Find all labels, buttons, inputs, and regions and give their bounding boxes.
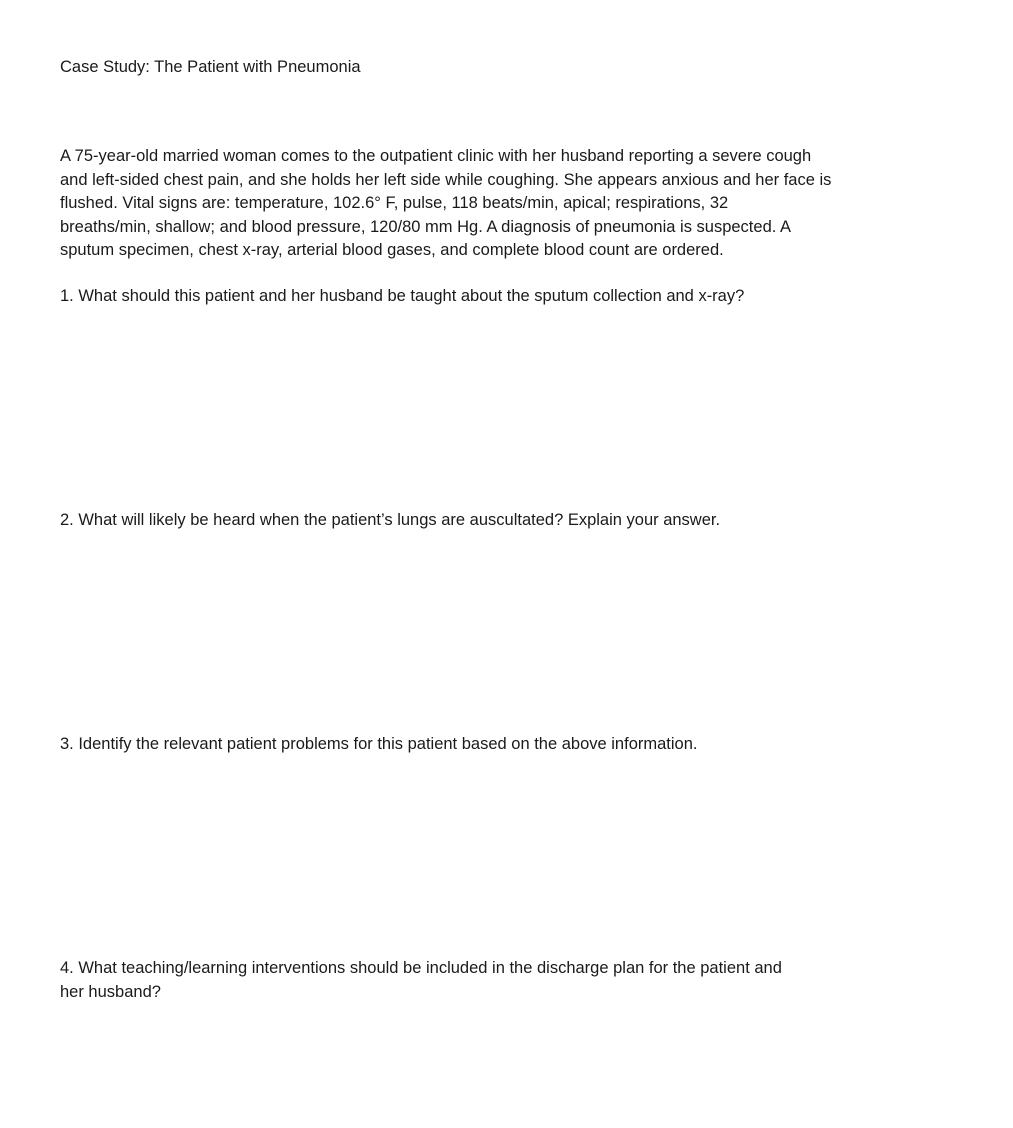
question-2 xyxy=(60,509,900,533)
question-3-text: 3. Identify the relevant patient problems for this patient based on the above information. xyxy=(60,735,698,753)
question-4-text: 4. What teaching/learning interventions should be included in the discharge plan for the patient and xyxy=(60,959,782,977)
case-description-line: flushed. Vital signs are: temperature, 102.6° F, pulse, 118 beats/min, apical; respirations, 32 xyxy=(60,194,729,213)
question-1-text: 1. What should this patient and her husband be taught about the sputum collection and x-ray? xyxy=(60,287,745,305)
case-description xyxy=(60,145,910,263)
title-text: Case Study: The Patient with Pneumonia xyxy=(60,58,361,76)
question-4-text: her husband? xyxy=(60,982,161,1001)
question-3 xyxy=(60,733,900,757)
case-description-line: and left-sided chest pain, and she holds her left side while coughing. She appears anxious and her face is xyxy=(60,170,832,189)
question-4 xyxy=(60,957,900,1004)
question-2-text: 2. What will likely be heard when the patient’s lungs are auscultated? Explain your answer. xyxy=(60,511,721,529)
document-title xyxy=(60,56,900,80)
question-1 xyxy=(60,285,900,309)
case-description-line: sputum specimen, chest x-ray, arterial blood gases, and complete blood count are ordered. xyxy=(60,241,724,260)
case-description-line: A 75-year-old married woman comes to the outpatient clinic with her husband reporting a severe cough xyxy=(60,147,812,165)
case-description-line: breaths/min, shallow; and blood pressure, 120/80 mm Hg. A diagnosis of pneumonia is suspected. A xyxy=(60,217,792,236)
